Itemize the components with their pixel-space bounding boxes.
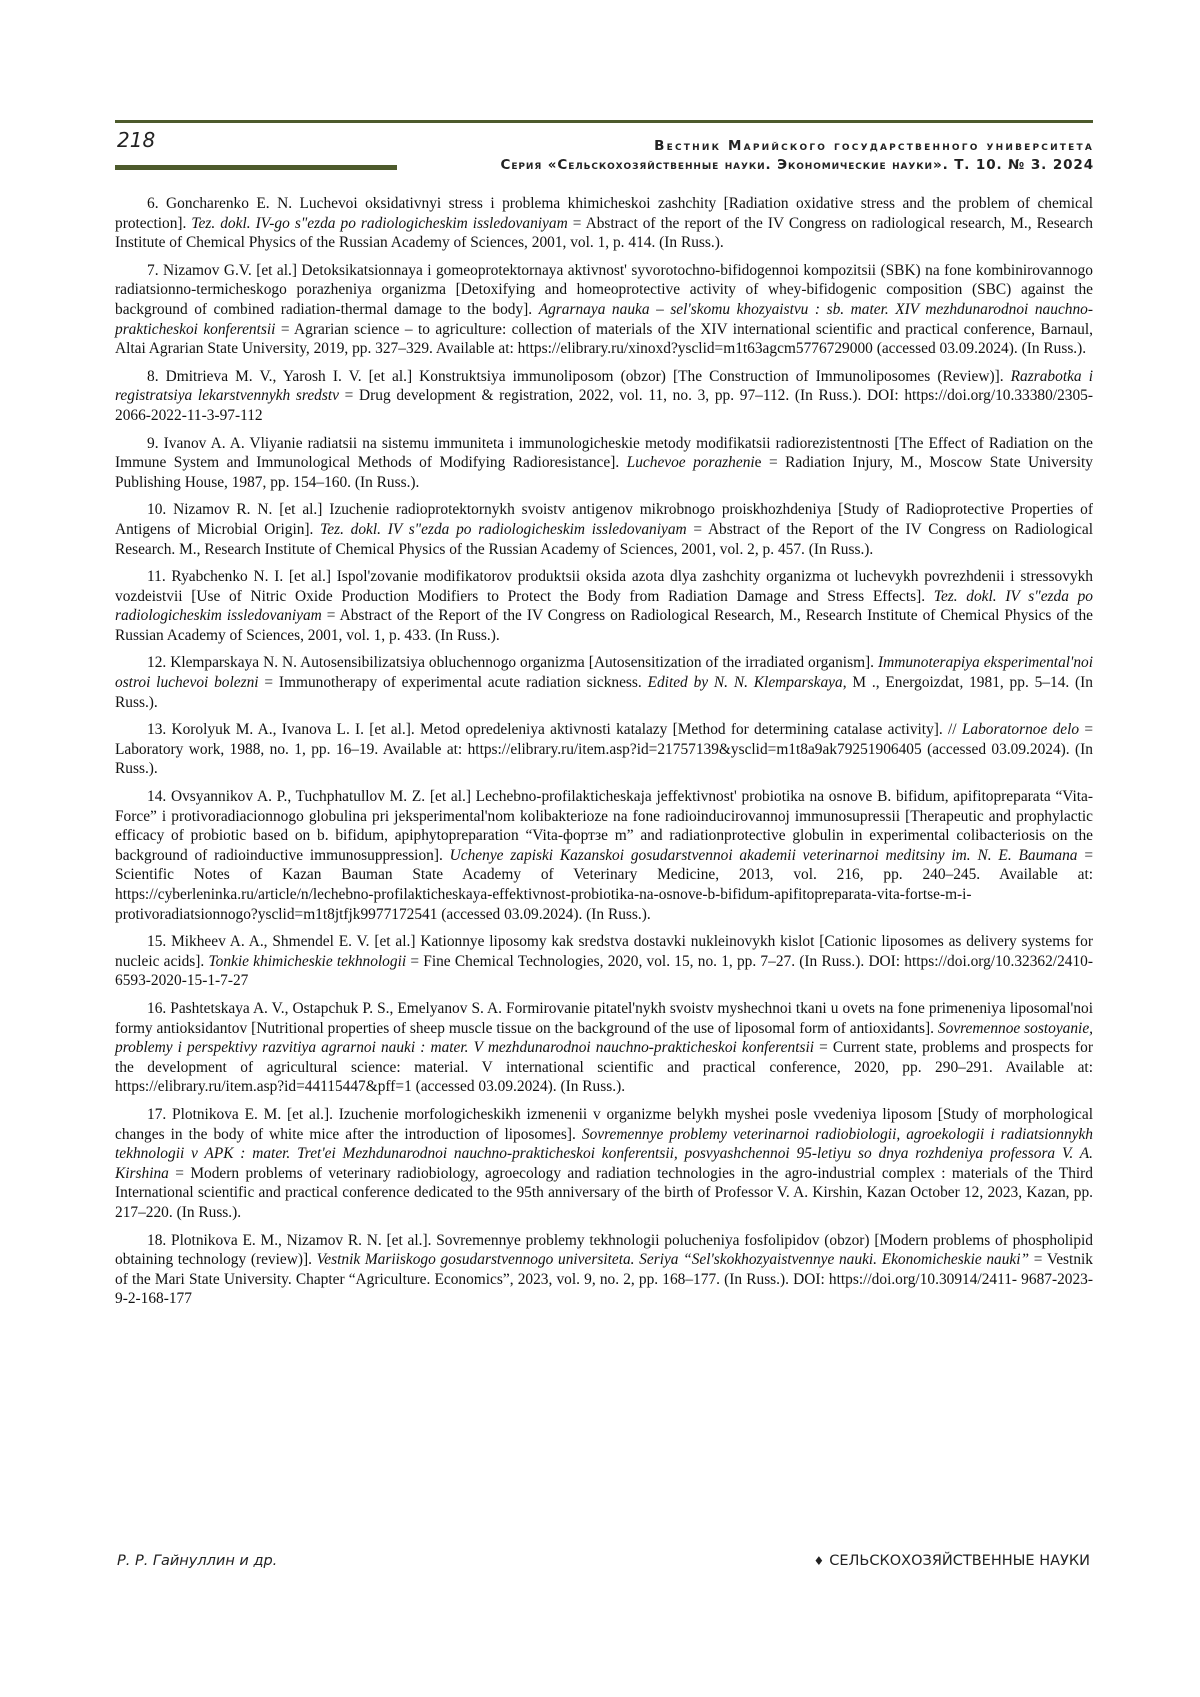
reference-text: e = Radiation Injury, M., Moscow State University Publishing House, 1987, pp. 154–160. (In Russ.). xyxy=(115,454,1093,491)
reference-item xyxy=(115,653,1093,712)
reference-text: = Scientific Notes of Kazan Bauman State Academy of Veterinary Medicine, 2013, vol. 216, pp. 240–245. Available at: https://cyberleninka.ru/article/n/lechebno-profilakticheskaya-effektivnost-probiotika-na-osnove-b-bifidum-apifitopreparata-vita-fortse-m-i-protivoradiatsionnogo?ysclid=m1t8jtfjk9977172541 (accessed 03.09.2024). (In Russ.). xyxy=(115,846,1094,923)
reference-text: 12. Klemparskaya N. N. Autosensibilizatsiya obluchennogo organizma [Autosensitization of the irradiated organism]. xyxy=(147,654,878,672)
reference-source-title: Sovremennoe sostoyanie, problemy i perspektivy razvitiya agrarnoi nauki : mater. V mezhdunarodnoi nauchno-prakticheskoi konferentsii xyxy=(115,1019,1093,1057)
diamond-icon: ♦ xyxy=(813,1554,825,1568)
reference-text: = Current state, problems and prospects for the development of agricultural science: material. V international scientific and practical conference, 2020, pp. 290–291. Available at: https://elibrary.ru/item.asp?id=44115447&pff=1 (accessed 03.09.2024). (In Russ.). xyxy=(115,1039,1093,1096)
reference-source-title: Tez. dokl. IV-go s"ezda po radiologicheskim issledovaniyam xyxy=(191,214,568,232)
reference-source-title: Edited by N. N. Klemparskaya xyxy=(647,674,843,692)
reference-item xyxy=(115,434,1093,493)
footer-authors: Р. Р. Гайнуллин и др. xyxy=(117,1553,278,1569)
reference-item xyxy=(115,720,1093,779)
reference-source-title: Tonkie khimicheskie tekhnologii xyxy=(208,952,407,970)
journal-series: Серия «Сельскохозяйственные науки. Экономические науки». Т. 10. № 3. 2024 xyxy=(500,157,1094,173)
reference-text: 13. Korolyuk M. A., Ivanova L. I. [et al.]. Metod opredeleniya aktivnosti katalazy [Method for determining catalase activity]. // xyxy=(147,721,962,739)
reference-text: , M ., Energoizdat, 1981, pp. 5–14. (In Russ.). xyxy=(115,674,1093,711)
reference-text: 7. Nizamov G.V. [et al.] Detoksikatsionnaya i gomeoprotektornaya aktivnost' syvorotochno-bifidogennoi kompozitsii (SBK) na fone kombinirovannogo radiatsionno-termicheskogo porazheniya organizma [Detoxifying and homeoprotective activity of whey-bifidogenic composition (SBC) against the background of combined radiation-thermal damage to the body]. xyxy=(115,261,1093,318)
reference-source-title: Immunoterapiya eksperimental'noi ostroi luchevoi bolezni xyxy=(115,654,1093,692)
reference-item xyxy=(115,787,1093,924)
page-number: 218 xyxy=(117,128,156,152)
reference-text: 10. Nizamov R. N. [et al.] Izuchenie radioprotektornykh svoistv antigenov mikrobnogo proiskhozhdeniya [Study of Radioprotective Properties of Antigens of Microbial Origin]. xyxy=(115,501,1093,538)
reference-source-title: Agrarnaya nauka – sel'skomu khozyaistvu : sb. mater. XIV mezhdunarodnoi nauchno-prakticheskoi konferentsii xyxy=(115,300,1093,338)
reference-source-title: Tez. dokl. IV s"ezda po radiologicheskim issledovaniyam xyxy=(115,587,1093,625)
reference-source-title: Razrabotka i registratsiya lekarstvennykh sredstv xyxy=(115,367,1093,405)
reference-text: 9. Ivanov A. A. Vliyanie radiatsii na sistemu immuniteta i immunologicheskie metody modifikatsii radiorezistentnosti [The Effect of Radiation on the Immune System and Immunological Methods of Modifying Radioresistance]. xyxy=(115,434,1093,472)
reference-text: 15. Mikheev A. A., Shmendel E. V. [et al.] Kationnye liposomy kak sredstva dostavki nukleinovykh kislot [Cationic liposomes as delivery systems for nucleic acids]. xyxy=(115,933,1093,970)
reference-text: = Fine Chemical Technologies, 2020, vol. 15, no. 1, pp. 7–27. (In Russ.). DOI: https://doi.org/10.32362/2410-6593-2020-15-1-7-27 xyxy=(115,952,1093,990)
reference-item xyxy=(115,500,1093,559)
reference-text: = Abstract of the Report of the IV Congress on Radiological Research, M., Research Institute of Chemical Physics of the Russian Academy of Sciences, 2001, vol. 1, p. 433. (In Russ.). xyxy=(115,607,1094,644)
reference-text: = Modern problems of veterinary radiobiology, agroecology and radiation technologies in the agro-industrial complex : materials of the Third International scientific and practical conference dedicated to the 95th anniversary of the birth of Professor V. A. Kirshin, Kazan October 12, 2023, Kazan, pp. 217–220. (In Russ.). xyxy=(115,1164,1093,1221)
reference-item xyxy=(115,1105,1093,1223)
header-top-rule xyxy=(115,120,1093,123)
reference-source-title: Laboratornoe delo xyxy=(961,721,1080,739)
reference-item xyxy=(115,367,1093,426)
reference-source-title: Sovremennye problemy veterinarnoi radiobiologii, agroekologii i radiatsionnykh tekhnologii v APK : mater. Tret'ei Mezhdunarodnoi nauchno-prakticheskoi konferentsii, posvyashchennoi 95-letiyu so dnya rozhdeniya professora V. A. Kirshina xyxy=(115,1125,1093,1182)
footer-section-label: СЕЛЬСКОХОЗЯЙСТВЕННЫЕ НАУКИ xyxy=(829,1553,1090,1569)
reference-text: = Abstract of the Report of the IV Congress on Radiological Research. M., Research Institute of Chemical Physics of the Russian Academy of Sciences, 2001, vol. 2, p. 457. (In Russ.). xyxy=(115,520,1093,558)
reference-text: = Drug development & registration, 2022, vol. 11, no. 3, pp. 97–112. (In Russ.). DOI: https://doi.org/10.33380/2305-2066-2022-11-3-97-112 xyxy=(115,387,1094,424)
reference-text: 14. Ovsyannikov A. P., Tuchphatullov M. Z. [et al.] Lechebno-profilakticheskaja jeffektivnost' probiotika na osnove B. bifidum, apifitopreparata “Vita-Force” i protivoradiacionnogo globulina pri jeksperimental'nom kolibakterioze na fone radioinducirovannoj immunosupressii [Therapeutic and prophylactic efficacy of probiotic based on b. bifidum, apiphytopreparation “Vita-фортзе m” and radiationprotective globulin in experimental colibacteriosis on the background of radioinductive immunosuppression]. xyxy=(115,788,1093,864)
journal-title: Вестник Марийского государственного университета xyxy=(654,138,1094,154)
reference-item xyxy=(115,567,1093,645)
reference-item xyxy=(115,932,1093,991)
reference-text: 18. Plotnikova E. M., Nizamov R. N. [et al.]. Sovremennye problemy tekhnologii polucheniya fosfolipidov (obzor) [Modern problems of phospholipid obtaining technology (review)]. xyxy=(115,1231,1093,1269)
reference-item xyxy=(115,194,1093,253)
reference-text: 11. Ryabchenko N. I. [et al.] Ispol'zovanie modifikatorov produktsii oksida azota dlya zashchity organizma ot luchevykh povrezhdenii i stressovykh vozdeistvii [Use of Nitric Oxide Production Modifiers to Protect the Body from Radiation Damage and Stress Effects]. xyxy=(115,568,1093,605)
reference-text: 16. Pashtetskaya A. V., Ostapchuk P. S., Emelyanov S. A. Formirovanie pitatel'nykh svoistv myshechnoi tkani u ovets na fone primeneniya liposomal'noi formy antioksidantov [Nutritional properties of sheep muscle tissue on the background of the use of liposomal form of antioxidants]. xyxy=(115,999,1093,1037)
reference-text: = Vestnik of the Mari State University. Chapter “Agriculture. Economics”, 2023, vol. 9, no. 2, pp. 168–177. (In Russ.). DOI: https://doi.org/10.30914/2411- 9687-2023-9-2-168-177 xyxy=(115,1251,1093,1308)
reference-source-title: Luchevoe porazheni xyxy=(626,454,755,472)
reference-item xyxy=(115,1231,1093,1309)
header-accent-bar xyxy=(115,165,397,170)
reference-text: 8. Dmitrieva M. V., Yarosh I. V. [et al.] Konstruktsiya immunoliposom (obzor) [The Construction of Immunoliposomes (Review)]. xyxy=(147,367,1011,385)
reference-list xyxy=(115,194,1093,1317)
reference-item xyxy=(115,261,1093,359)
reference-text: = Immunotherapy of experimental acute radiation sickness. xyxy=(258,674,648,692)
footer-section xyxy=(813,1553,1090,1569)
reference-text: = Abstract of the report of the IV Congress on radiological research, M., Research Institute of Chemical Physics of the Russian Academy of Sciences, 2001, vol. 1, p. 414. (In Russ.). xyxy=(115,214,1094,252)
reference-text: 6. Goncharenko E. N. Luchevoi oksidativnyi stress i problema khimicheskoi zashchity [Radiation oxidative stress and the problem of chemical protection]. xyxy=(115,195,1093,232)
reference-text: 17. Plotnikova E. M. [et al.]. Izuchenie morfologicheskikh izmenenii v organizme belykh myshei posle vvedeniya liposom [Study of morphological changes in the body of white mice after the introduction of liposomes]. xyxy=(115,1105,1093,1143)
reference-source-title: Tez. dokl. IV s"ezda po radiologicheskim issledovaniyam xyxy=(320,520,687,538)
reference-source-title: Uchenye zapiski Kazanskoi gosudarstvennoi akademii veterinarnoi meditsiny im. N. E. Baumana xyxy=(449,846,1078,864)
reference-text: = Laboratory work, 1988, no. 1, pp. 16–19. Available at: https://elibrary.ru/item.asp?id=21757139&ysclid=m1t8a9ak79251906405 (accessed 03.09.2024). (In Russ.). xyxy=(115,721,1094,778)
reference-source-title: Vestnik Mariiskogo gosudarstvennogo universiteta. Seriya “Sel'skokhozyaistvennye nauki. Ekonomicheskie nauki” xyxy=(316,1251,1030,1269)
reference-item xyxy=(115,999,1093,1097)
reference-text: = Agrarian science – to agriculture: collection of materials of the XIV international scientific and practical conference, Barnaul, Altai Agrarian State University, 2019, pp. 327–329. Available at: https://elibrary.ru/xinoxd?ysclid=m1t63agcm5776729000 (accessed 03.09.2024). (In Russ.). xyxy=(115,320,1093,358)
